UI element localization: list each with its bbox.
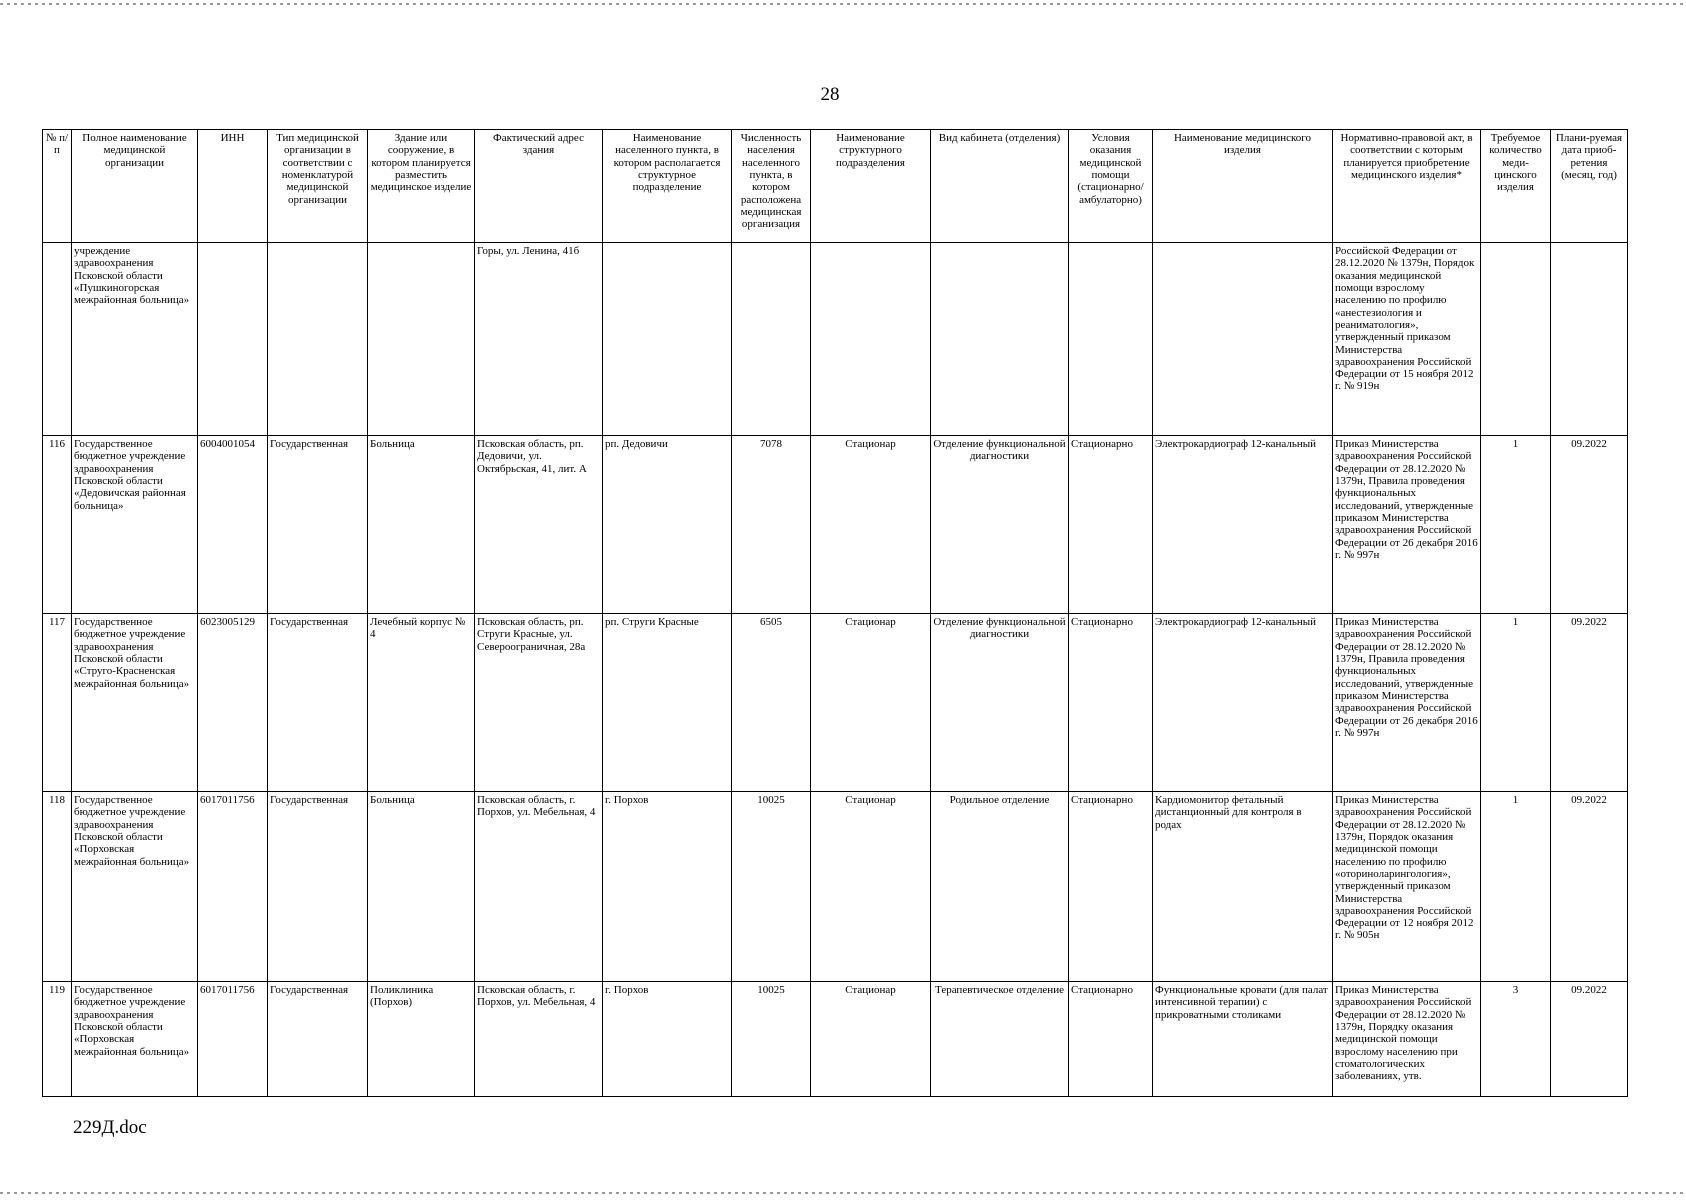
cell-unit: Стационар <box>811 614 931 792</box>
cell-date: 09.2022 <box>1551 436 1628 614</box>
table-row <box>43 792 1628 982</box>
cell-population: 7078 <box>732 436 811 614</box>
cell-device <box>1153 243 1333 436</box>
col-header-type: Тип медицинской организации в соответствии с номенклатурой медицинской организации <box>268 130 368 243</box>
col-header-locality: Наименование населенного пункта, в котором располагается структурное подразделение <box>603 130 732 243</box>
col-header-inn: ИНН <box>198 130 268 243</box>
scan-edge-bottom <box>0 1192 1686 1194</box>
cell-org: учреждение здравоохранения Псковской области «Пушкиногорская межрайонная больница» <box>72 243 198 436</box>
cell-conditions: Стационарно <box>1069 614 1153 792</box>
table-header-row <box>43 130 1628 243</box>
col-header-num: № п/п <box>43 130 72 243</box>
cell-locality: г. Порхов <box>603 792 732 982</box>
cell-inn: 6017011756 <box>198 982 268 1097</box>
table-row <box>43 982 1628 1097</box>
col-header-org: Полное наименование медицинской организации <box>72 130 198 243</box>
table-row <box>43 614 1628 792</box>
cell-org: Государственное бюджетное учреждение здравоохранения Псковской области «Струго-Красненская межрайонная больница» <box>72 614 198 792</box>
cell-population: 10025 <box>732 792 811 982</box>
cell-device: Электрокардиограф 12-канальный <box>1153 614 1333 792</box>
cell-type: Государственная <box>268 614 368 792</box>
col-header-date: Плани-руемая дата приоб-ретения (месяц, год) <box>1551 130 1628 243</box>
document-filename: 229Д.doc <box>73 1117 147 1138</box>
col-header-device: Наименование медицинского изделия <box>1153 130 1333 243</box>
cell-act: Приказ Министерства здравоохранения Российской Федерации от 28.12.2020 № 1379н, Правила проведения функциональных исследований, утвержденные приказом Министерства здравоохранения Российской Федерации от 26 декабря 2016 г. № 997н <box>1333 614 1481 792</box>
col-header-room: Вид кабинета (отделения) <box>931 130 1069 243</box>
cell-conditions <box>1069 243 1153 436</box>
cell-inn: 6017011756 <box>198 792 268 982</box>
cell-num: 119 <box>43 982 72 1097</box>
cell-act: Приказ Министерства здравоохранения Российской Федерации от 28.12.2020 № 1379н, Правила проведения функциональных исследований, утвержденные приказом Министерства здравоохранения Российской Федерации от 26 декабря 2016 г. № 997н <box>1333 436 1481 614</box>
col-header-population: Численность населения населенного пункта, в котором расположена медицинская организация <box>732 130 811 243</box>
cell-room: Терапевтическое отделение <box>931 982 1069 1097</box>
cell-org: Государственное бюджетное учреждение здравоохранения Псковской области «Порховская межрайонная больница» <box>72 982 198 1097</box>
cell-num: 117 <box>43 614 72 792</box>
cell-type <box>268 243 368 436</box>
cell-org: Государственное бюджетное учреждение здравоохранения Псковской области «Дедовичская районная больница» <box>72 436 198 614</box>
cell-building: Больница <box>368 792 475 982</box>
cell-qty: 1 <box>1481 436 1551 614</box>
cell-date: 09.2022 <box>1551 982 1628 1097</box>
equipment-table <box>42 129 1628 1097</box>
cell-population <box>732 243 811 436</box>
cell-address: Псковская область, г. Порхов, ул. Мебельная, 4 <box>475 792 603 982</box>
cell-date <box>1551 243 1628 436</box>
table-row <box>43 436 1628 614</box>
cell-population: 6505 <box>732 614 811 792</box>
cell-room: Отделение функциональной диагностики <box>931 436 1069 614</box>
cell-act: Российской Федерации от 28.12.2020 № 1379н, Порядок оказания медицинской помощи взрослому населению по профилю «анестезиология и реаниматология», утвержденный приказом Министерства здравоохранения Российской Федерации от 15 ноября 2012 г. № 919н <box>1333 243 1481 436</box>
cell-date: 09.2022 <box>1551 792 1628 982</box>
col-header-address: Фактический адрес здания <box>475 130 603 243</box>
page-number: 28 <box>820 84 840 105</box>
cell-address: Псковская область, г. Порхов, ул. Мебельная, 4 <box>475 982 603 1097</box>
cell-date: 09.2022 <box>1551 614 1628 792</box>
cell-unit <box>811 243 931 436</box>
cell-unit: Стационар <box>811 792 931 982</box>
cell-act: Приказ Министерства здравоохранения Российской Федерации от 28.12.2020 № 1379н, Порядку оказания медицинской помощи взрослому населению при стоматологических заболеваниях, утв. <box>1333 982 1481 1097</box>
cell-locality: рп. Струги Красные <box>603 614 732 792</box>
col-header-conditions: Условия оказания медицинской помощи (стационарно/ амбулаторно) <box>1069 130 1153 243</box>
cell-population: 10025 <box>732 982 811 1097</box>
cell-room <box>931 243 1069 436</box>
cell-building: Поликлиника (Порхов) <box>368 982 475 1097</box>
cell-address: Псковская область, рп. Струги Красные, ул. Североограничная, 28а <box>475 614 603 792</box>
col-header-qty: Требуемое количество меди-цинского изделия <box>1481 130 1551 243</box>
cell-qty: 1 <box>1481 614 1551 792</box>
cell-num: 118 <box>43 792 72 982</box>
cell-inn <box>198 243 268 436</box>
cell-unit: Стационар <box>811 982 931 1097</box>
cell-unit: Стационар <box>811 436 931 614</box>
col-header-building: Здание или сооружение, в котором планируется разместить медицинское изделие <box>368 130 475 243</box>
cell-num <box>43 243 72 436</box>
cell-address: Горы, ул. Ленина, 41б <box>475 243 603 436</box>
cell-type: Государственная <box>268 982 368 1097</box>
cell-room: Родильное отделение <box>931 792 1069 982</box>
table-row <box>43 243 1628 436</box>
col-header-act: Нормативно-правовой акт, в соответствии с которым планируется приобретение медицинского изделия* <box>1333 130 1481 243</box>
cell-conditions: Стационарно <box>1069 982 1153 1097</box>
cell-act: Приказ Министерства здравоохранения Российской Федерации от 28.12.2020 № 1379н, Порядок оказания медицинской помощи населению по профилю «оториноларингология», утвержденный приказом Министерства здравоохранения Российской Федерации от 12 ноября 2012 г. № 905н <box>1333 792 1481 982</box>
cell-device: Кардиомонитор фетальный дистанционный для контроля в родах <box>1153 792 1333 982</box>
cell-type: Государственная <box>268 792 368 982</box>
cell-qty: 1 <box>1481 792 1551 982</box>
col-header-unit: Наименование структурного подразделения <box>811 130 931 243</box>
cell-device: Электрокардиограф 12-канальный <box>1153 436 1333 614</box>
cell-num: 116 <box>43 436 72 614</box>
scan-edge-top <box>0 3 1686 5</box>
cell-locality: рп. Дедовичи <box>603 436 732 614</box>
cell-building <box>368 243 475 436</box>
cell-conditions: Стационарно <box>1069 436 1153 614</box>
cell-building: Лечебный корпус № 4 <box>368 614 475 792</box>
cell-conditions: Стационарно <box>1069 792 1153 982</box>
cell-qty <box>1481 243 1551 436</box>
cell-locality <box>603 243 732 436</box>
cell-room: Отделение функциональной диагностики <box>931 614 1069 792</box>
cell-qty: 3 <box>1481 982 1551 1097</box>
cell-address: Псковская область, рп. Дедовичи, ул. Октябрьская, 41, лит. А <box>475 436 603 614</box>
cell-inn: 6004001054 <box>198 436 268 614</box>
cell-org: Государственное бюджетное учреждение здравоохранения Псковской области «Порховская межрайонная больница» <box>72 792 198 982</box>
cell-building: Больница <box>368 436 475 614</box>
cell-locality: г. Порхов <box>603 982 732 1097</box>
cell-type: Государственная <box>268 436 368 614</box>
cell-device: Функциональные кровати (для палат интенсивной терапии) с прикроватными столиками <box>1153 982 1333 1097</box>
cell-inn: 6023005129 <box>198 614 268 792</box>
